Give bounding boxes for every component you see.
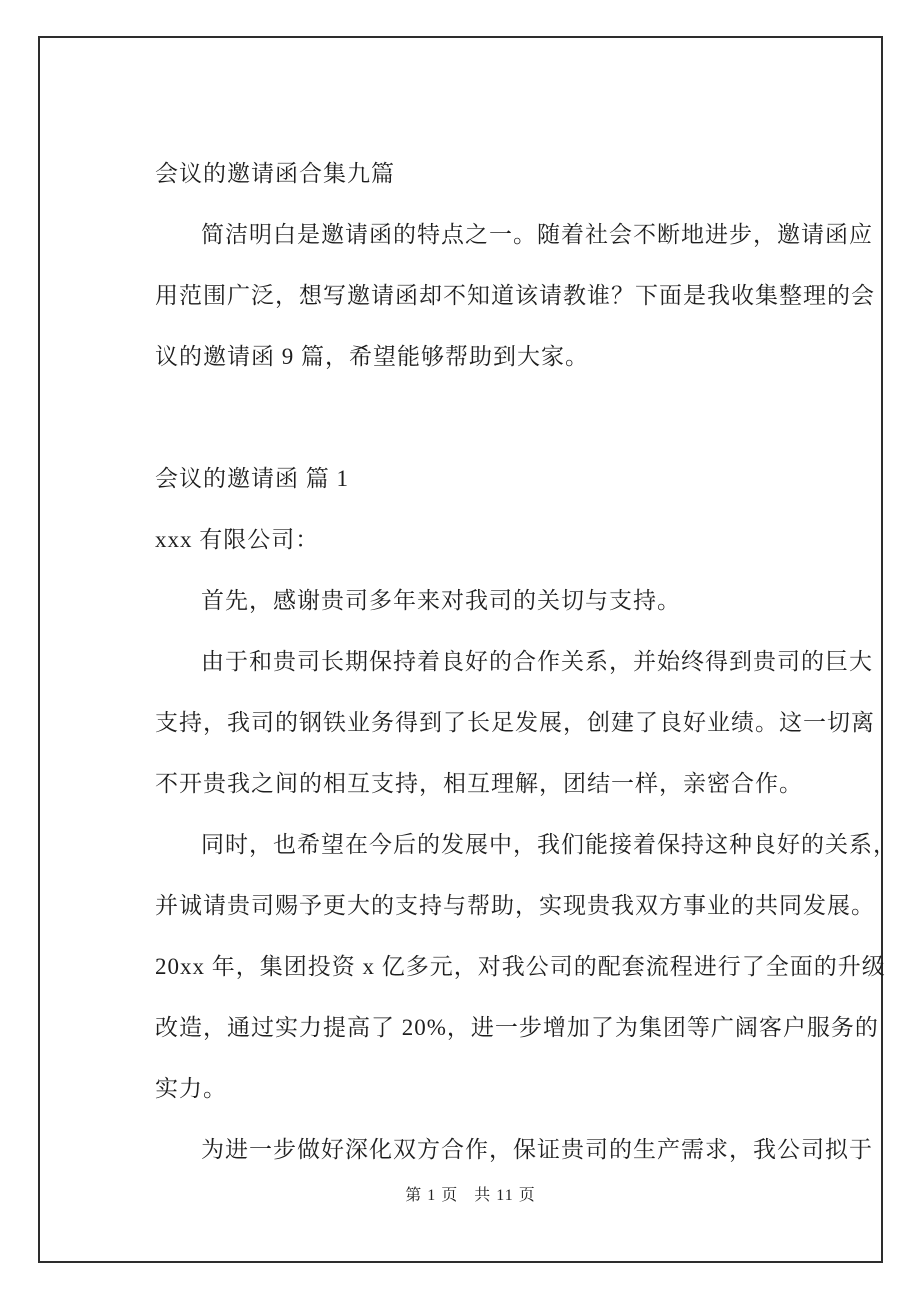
text-line: 会议的邀请函 篇 1 [155, 466, 349, 491]
text-line: 支持，我司的钢铁业务得到了长足发展，创建了良好业绩。这一切离 [155, 710, 875, 735]
text-line: 由于和贵司长期保持着良好的合作关系，并始终得到贵司的巨大 [201, 649, 873, 674]
document-body [155, 143, 903, 1180]
text-line: 20xx 年，集团投资 x 亿多元，对我公司的配套流程进行了全面的升级 [155, 954, 886, 979]
blank-line [155, 387, 903, 448]
text-line: 实力。 [155, 1076, 227, 1101]
text-line: 议的邀请函 9 篇，希望能够帮助到大家。 [155, 344, 589, 369]
text-line: 为进一步做好深化双方合作，保证贵司的生产需求，我公司拟于 [201, 1137, 873, 1162]
text-line: 首先，感谢贵司多年来对我司的关切与支持。 [201, 588, 681, 613]
text-line: 简洁明白是邀请函的特点之一。随着社会不断地进步，邀请函应 [201, 222, 873, 247]
page-number-total: 共 11 页 [474, 1187, 536, 1204]
text-line: 改造，通过实力提高了 20%，进一步增加了为集团等广阔客户服务的 [155, 1015, 879, 1040]
text-line: 并诚请贵司赐予更大的支持与帮助，实现贵我双方事业的共同发展。 [155, 893, 875, 918]
page-border [38, 36, 897, 1263]
text-line: 用范围广泛，想写邀请函却不知道该请教谁？下面是我收集整理的会 [155, 283, 875, 308]
text-line: 会议的邀请函合集九篇 [155, 161, 395, 186]
text-line: 不开贵我之间的相互支持，相互理解，团结一样，亲密合作。 [155, 771, 803, 796]
text-line: 同时，也希望在今后的发展中，我们能接着保持这种良好的关系， [201, 832, 897, 857]
text-line: xxx 有限公司： [155, 527, 320, 552]
page-footer [40, 1164, 881, 1223]
page-number-current: 第 1 页 [405, 1187, 459, 1204]
